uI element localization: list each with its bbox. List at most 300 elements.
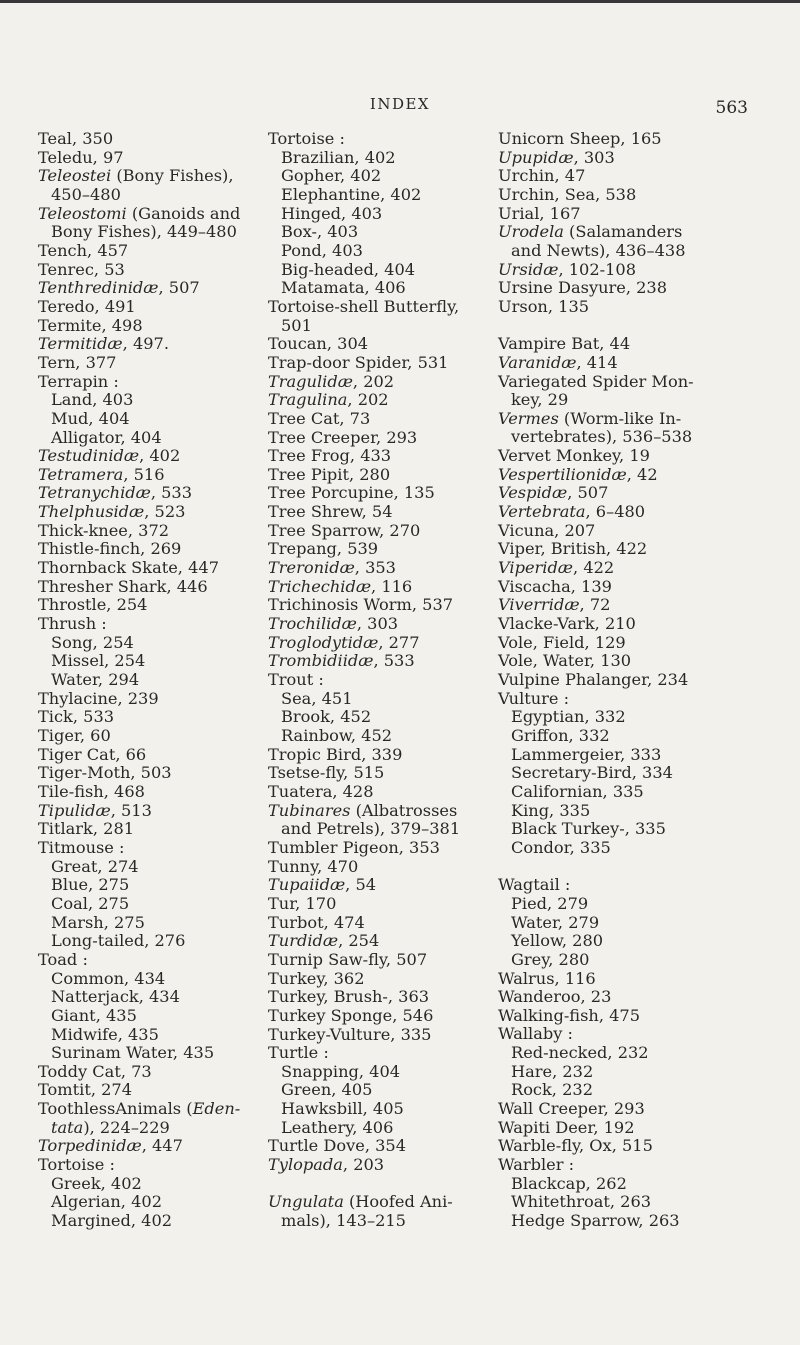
index-subentry bbox=[268, 690, 493, 709]
index-entry bbox=[498, 186, 760, 205]
entry-text: Gopher, 402 bbox=[281, 166, 382, 186]
index-entry bbox=[268, 466, 493, 485]
taxon-name: Eden- bbox=[192, 1099, 241, 1119]
entry-text: Tiger, 60 bbox=[38, 726, 111, 745]
entry-text: Ursine Dasyure, 238 bbox=[498, 278, 668, 298]
index-entry bbox=[38, 764, 263, 783]
entry-text: Red-necked, 232 bbox=[511, 1043, 649, 1063]
entry-text: Californian, 335 bbox=[511, 781, 644, 801]
index-entry bbox=[498, 634, 760, 653]
index-entry bbox=[268, 746, 493, 765]
entry-pages: , 422 bbox=[573, 558, 615, 578]
entry-text: Vulture : bbox=[498, 688, 570, 708]
entry-text: Tropic Bird, 339 bbox=[268, 744, 403, 764]
entry-text: Thick-knee, 372 bbox=[38, 520, 170, 540]
taxon-name: Tupaiidæ bbox=[268, 875, 346, 895]
index-entry bbox=[498, 559, 760, 578]
entry-text: 450–480 bbox=[51, 184, 121, 204]
entry-text: Turbot, 474 bbox=[268, 912, 365, 932]
entry-pages: ), 224–229 bbox=[83, 1117, 170, 1137]
entry-text: Trout : bbox=[268, 670, 324, 690]
entry-text: Water, 294 bbox=[51, 670, 140, 690]
index-subentry bbox=[38, 858, 263, 877]
entry-pages: , 42 bbox=[626, 464, 658, 484]
index-column-1 bbox=[38, 130, 263, 1231]
taxon-name: Testudinidæ bbox=[38, 446, 140, 466]
entry-text: Box-, 403 bbox=[281, 222, 359, 242]
index-entry bbox=[268, 578, 493, 597]
entry-text: Titmouse : bbox=[38, 837, 125, 857]
index-subentry bbox=[498, 1175, 760, 1194]
index-entry bbox=[498, 578, 760, 597]
index-entry bbox=[498, 354, 760, 373]
entry-pages: (Salamanders bbox=[563, 222, 683, 242]
index-entry bbox=[268, 391, 493, 410]
index-subentry bbox=[268, 223, 493, 242]
index-subentry bbox=[38, 914, 263, 933]
index-continuation bbox=[498, 242, 760, 261]
index-entry bbox=[38, 335, 263, 354]
entry-text: Toucan, 304 bbox=[268, 334, 369, 354]
entry-text: Margined, 402 bbox=[51, 1211, 173, 1231]
index-entry bbox=[268, 429, 493, 448]
taxon-name: Trochilidæ bbox=[268, 614, 357, 634]
taxon-name: Troglodytidæ bbox=[268, 632, 379, 652]
index-entry bbox=[268, 634, 493, 653]
taxon-name: Tylopada bbox=[268, 1155, 343, 1175]
index-entry bbox=[268, 540, 493, 559]
running-head: INDEX bbox=[369, 95, 431, 113]
top-border-line bbox=[0, 0, 800, 3]
entry-text: Turnip Saw-fly, 507 bbox=[268, 949, 428, 969]
index-entry bbox=[38, 727, 263, 746]
entry-text: Walrus, 116 bbox=[498, 968, 596, 988]
index-subentry bbox=[268, 1081, 493, 1100]
index-entry bbox=[498, 876, 760, 895]
entry-text: Tur, 170 bbox=[268, 893, 337, 913]
entry-text: Turtle : bbox=[268, 1043, 329, 1063]
entry-text: Vampire Bat, 44 bbox=[498, 334, 631, 354]
entry-text: Grey, 280 bbox=[511, 949, 590, 969]
index-subentry bbox=[268, 149, 493, 168]
entry-text: Lammergeier, 333 bbox=[511, 744, 662, 764]
entry-text: and Petrels), 379–381 bbox=[281, 819, 461, 839]
entry-text: Variegated Spider Mon- bbox=[498, 371, 694, 391]
index-entry bbox=[38, 1100, 263, 1119]
index-subentry bbox=[498, 839, 760, 858]
index-entry bbox=[38, 242, 263, 261]
entry-pages: , 202 bbox=[352, 371, 395, 391]
index-entry bbox=[268, 354, 493, 373]
index-continuation bbox=[268, 820, 493, 839]
entry-text: Greek, 402 bbox=[51, 1173, 142, 1193]
entry-text: Griffon, 332 bbox=[511, 725, 610, 745]
index-subentry bbox=[498, 764, 760, 783]
entry-text: Tern, 377 bbox=[38, 352, 117, 372]
index-subentry bbox=[38, 895, 263, 914]
index-entry bbox=[38, 1156, 263, 1175]
index-entry bbox=[38, 484, 263, 503]
entry-pages: , 414 bbox=[576, 352, 618, 372]
index-entry bbox=[268, 596, 493, 615]
index-entry bbox=[498, 223, 760, 242]
entry-text: Trichinosis Worm, 537 bbox=[268, 595, 454, 615]
entry-text: Tsetse-fly, 515 bbox=[268, 763, 385, 783]
entry-pages: (Albatrosses bbox=[350, 800, 458, 820]
index-entry bbox=[268, 410, 493, 429]
entry-text: Walking-fish, 475 bbox=[498, 1005, 641, 1025]
index-entry bbox=[498, 988, 760, 1007]
index-subentry bbox=[498, 708, 760, 727]
taxon-name: Vespertilionidæ bbox=[498, 464, 627, 484]
entry-text: Bony Fishes), 449–480 bbox=[51, 222, 237, 242]
entry-text: Hedge Sparrow, 263 bbox=[511, 1211, 680, 1231]
taxon-name: Tragulina bbox=[268, 390, 348, 410]
index-continuation bbox=[498, 391, 760, 410]
index-entry bbox=[268, 970, 493, 989]
entry-text: Tuatera, 428 bbox=[268, 781, 374, 801]
entry-text: vertebrates), 536–538 bbox=[511, 427, 693, 447]
entry-text: Whitethroat, 263 bbox=[511, 1192, 652, 1212]
index-entry bbox=[268, 914, 493, 933]
entry-text: Yellow, 280 bbox=[511, 931, 604, 951]
index-entry bbox=[268, 932, 493, 951]
entry-text: Tree Porcupine, 135 bbox=[268, 483, 435, 503]
entry-pages: , 402 bbox=[139, 446, 181, 466]
entry-text: Urson, 135 bbox=[498, 296, 590, 316]
entry-text: Surinam Water, 435 bbox=[51, 1043, 215, 1063]
index-entry bbox=[498, 447, 760, 466]
index-entry bbox=[268, 671, 493, 690]
taxon-name: Ursidæ bbox=[498, 259, 559, 279]
index-subentry bbox=[38, 970, 263, 989]
entry-text: Terrapin : bbox=[38, 371, 119, 391]
index-entry bbox=[268, 447, 493, 466]
index-subentry bbox=[498, 746, 760, 765]
index-entry bbox=[38, 354, 263, 373]
index-subentry bbox=[38, 1007, 263, 1026]
index-continuation bbox=[38, 186, 263, 205]
index-subentry bbox=[498, 914, 760, 933]
index-entry bbox=[498, 503, 760, 522]
index-subentry bbox=[498, 802, 760, 821]
entry-text: Giant, 435 bbox=[51, 1005, 137, 1025]
entry-pages: , 116 bbox=[371, 576, 413, 596]
index-entry bbox=[498, 205, 760, 224]
index-entry bbox=[268, 858, 493, 877]
entry-text: Tree Frog, 433 bbox=[268, 446, 392, 466]
entry-text: Water, 279 bbox=[511, 912, 600, 932]
entry-text: Blue, 275 bbox=[51, 875, 130, 895]
index-entry bbox=[268, 1137, 493, 1156]
entry-text: Thresher Shark, 446 bbox=[38, 576, 208, 596]
entry-pages: , 513 bbox=[110, 800, 152, 820]
entry-text: Teal, 350 bbox=[38, 129, 114, 148]
index-column-2 bbox=[268, 130, 493, 1231]
taxon-name: Vermes bbox=[498, 408, 559, 428]
entry-pages: , 533 bbox=[150, 483, 193, 503]
entry-text: Urchin, Sea, 538 bbox=[498, 184, 637, 204]
entry-pages: , 6–480 bbox=[585, 502, 646, 522]
index-entry bbox=[498, 596, 760, 615]
index-subentry bbox=[268, 167, 493, 186]
entry-text: Condor, 335 bbox=[511, 837, 611, 857]
entry-text: Tree Pipit, 280 bbox=[268, 464, 391, 484]
entry-pages: , 202 bbox=[347, 390, 389, 410]
index-entry bbox=[38, 167, 263, 186]
entry-text: Tree Creeper, 293 bbox=[268, 427, 418, 447]
entry-text: Trap-door Spider, 531 bbox=[268, 352, 449, 372]
index-entry bbox=[268, 559, 493, 578]
entry-text: Big-headed, 404 bbox=[281, 259, 416, 279]
entry-pages: , 507 bbox=[567, 483, 609, 503]
index-entry bbox=[498, 522, 760, 541]
index-entry bbox=[38, 261, 263, 280]
index-entry bbox=[38, 951, 263, 970]
taxon-name: Tetranychidæ bbox=[38, 483, 151, 503]
index-entry bbox=[38, 130, 263, 149]
entry-text: Tenrec, 53 bbox=[38, 259, 125, 279]
taxon-name: Treronidæ bbox=[268, 558, 355, 578]
entry-text: Algerian, 402 bbox=[51, 1192, 162, 1212]
entry-pages: (Worm-like In- bbox=[558, 408, 682, 428]
index-entry bbox=[498, 1119, 760, 1138]
index-entry bbox=[38, 615, 263, 634]
index-column-3 bbox=[498, 130, 760, 1231]
entry-text: Coal, 275 bbox=[51, 893, 130, 913]
entry-text: Marsh, 275 bbox=[51, 912, 145, 932]
index-entry bbox=[498, 167, 760, 186]
index-continuation bbox=[38, 223, 263, 242]
entry-pages: , 497. bbox=[122, 334, 169, 354]
entry-pages: , 303 bbox=[573, 147, 615, 167]
entry-text: Black Turkey-, 335 bbox=[511, 819, 666, 839]
index-continuation bbox=[268, 1212, 493, 1231]
index-entry bbox=[268, 522, 493, 541]
entry-text: Thylacine, 239 bbox=[38, 688, 159, 708]
entry-text: Midwife, 435 bbox=[51, 1024, 159, 1044]
index-subentry bbox=[38, 988, 263, 1007]
entry-text: Warbler : bbox=[498, 1155, 575, 1175]
taxon-name: Tetramera bbox=[38, 464, 124, 484]
index-entry bbox=[38, 279, 263, 298]
index-subentry bbox=[268, 186, 493, 205]
index-subentry bbox=[498, 932, 760, 951]
entry-text: Rock, 232 bbox=[511, 1080, 593, 1100]
taxon-name: Termitidæ bbox=[38, 334, 123, 354]
entry-text: Wanderoo, 23 bbox=[498, 987, 612, 1007]
entry-pages: , 277 bbox=[378, 632, 420, 652]
index-subentry bbox=[268, 261, 493, 280]
entry-text: Hinged, 403 bbox=[281, 203, 383, 223]
entry-text: Snapping, 404 bbox=[281, 1061, 401, 1081]
entry-text: Long-tailed, 276 bbox=[51, 931, 186, 951]
index-subentry bbox=[38, 1212, 263, 1231]
index-entry bbox=[498, 373, 760, 392]
entry-text: Brook, 452 bbox=[281, 707, 372, 727]
index-subentry bbox=[498, 1081, 760, 1100]
taxon-name: Vertebrata bbox=[498, 502, 586, 522]
section-gap bbox=[498, 317, 760, 336]
page-header bbox=[0, 95, 800, 117]
entry-text: Tree Sparrow, 270 bbox=[268, 520, 421, 540]
index-entry bbox=[268, 802, 493, 821]
entry-text: ToothlessAnimals ( bbox=[38, 1099, 193, 1119]
entry-text: Wallaby : bbox=[498, 1024, 573, 1044]
entry-text: Brazilian, 402 bbox=[281, 147, 396, 167]
entry-text: Thistle-finch, 269 bbox=[38, 539, 182, 559]
index-subentry bbox=[38, 671, 263, 690]
entry-text: Vicuna, 207 bbox=[498, 520, 596, 540]
entry-text: Urial, 167 bbox=[498, 203, 581, 223]
index-entry bbox=[268, 373, 493, 392]
index-subentry bbox=[498, 951, 760, 970]
index-entry bbox=[498, 130, 760, 149]
index-entry bbox=[268, 764, 493, 783]
index-entry bbox=[38, 540, 263, 559]
entry-text: Turkey-Vulture, 335 bbox=[268, 1024, 432, 1044]
index-entry bbox=[38, 1063, 263, 1082]
entry-text: Matamata, 406 bbox=[281, 278, 406, 298]
taxon-name: Thelphusidæ bbox=[38, 502, 145, 522]
index-entry bbox=[498, 298, 760, 317]
index-entry bbox=[498, 1137, 760, 1156]
index-entry bbox=[38, 559, 263, 578]
taxon-name: Tipulidæ bbox=[38, 800, 111, 820]
index-entry bbox=[498, 1007, 760, 1026]
index-entry bbox=[268, 895, 493, 914]
index-entry bbox=[38, 298, 263, 317]
entry-text: Trepang, 539 bbox=[268, 539, 379, 559]
entry-text: Elephantine, 402 bbox=[281, 184, 422, 204]
index-entry bbox=[268, 1044, 493, 1063]
entry-text: Tick, 533 bbox=[38, 707, 115, 727]
index-subentry bbox=[38, 1193, 263, 1212]
taxon-name: Ungulata bbox=[268, 1192, 344, 1212]
index-subentry bbox=[38, 932, 263, 951]
index-subentry bbox=[498, 1063, 760, 1082]
index-entry bbox=[498, 652, 760, 671]
entry-text: Natterjack, 434 bbox=[51, 987, 180, 1007]
section-gap bbox=[268, 1175, 493, 1194]
entry-pages: , 447 bbox=[141, 1136, 183, 1156]
entry-text: Tench, 457 bbox=[38, 240, 129, 260]
entry-pages: , 303 bbox=[356, 614, 399, 634]
taxon-name: tata bbox=[51, 1117, 84, 1137]
taxon-name: Tenthredinidæ bbox=[38, 278, 159, 298]
entry-text: Throstle, 254 bbox=[38, 595, 148, 615]
entry-text: Tortoise : bbox=[268, 129, 345, 148]
index-entry bbox=[38, 466, 263, 485]
index-subentry bbox=[38, 391, 263, 410]
entry-text: Vole, Water, 130 bbox=[498, 651, 632, 671]
entry-text: Turkey, 362 bbox=[268, 968, 365, 988]
index-entry bbox=[38, 783, 263, 802]
entry-text: Viscacha, 139 bbox=[498, 576, 612, 596]
entry-text: Pied, 279 bbox=[511, 893, 589, 913]
entry-text: Teredo, 491 bbox=[38, 296, 136, 316]
index-entry bbox=[268, 1007, 493, 1026]
index-entry bbox=[498, 279, 760, 298]
entry-text: Tortoise : bbox=[38, 1155, 115, 1175]
index-subentry bbox=[498, 1212, 760, 1231]
index-continuation bbox=[38, 1119, 263, 1138]
index-subentry bbox=[268, 242, 493, 261]
entry-text: mals), 143–215 bbox=[281, 1211, 406, 1231]
index-subentry bbox=[38, 1044, 263, 1063]
index-subentry bbox=[268, 1119, 493, 1138]
entry-pages: , 533 bbox=[373, 651, 415, 671]
index-entry bbox=[268, 839, 493, 858]
entry-text: Vervet Monkey, 19 bbox=[498, 446, 650, 466]
entry-pages: , 516 bbox=[123, 464, 165, 484]
taxon-name: Tubinares bbox=[268, 800, 351, 820]
index-entry bbox=[268, 1156, 493, 1175]
entry-text: Pond, 403 bbox=[281, 240, 363, 260]
taxon-name: Teleostomi bbox=[38, 203, 127, 223]
taxon-name: Upupidæ bbox=[498, 147, 574, 167]
index-entry bbox=[38, 1081, 263, 1100]
entry-text: Tunny, 470 bbox=[268, 856, 359, 876]
taxon-name: Trombidiidæ bbox=[268, 651, 374, 671]
entry-text: Tree Cat, 73 bbox=[268, 408, 371, 428]
index-continuation bbox=[498, 428, 760, 447]
entry-pages: , 254 bbox=[338, 931, 380, 951]
entry-pages: , 72 bbox=[579, 595, 611, 615]
entry-text: Missel, 254 bbox=[51, 651, 146, 671]
entry-text: Tomtit, 274 bbox=[38, 1080, 133, 1100]
taxon-name: Torpedinidæ bbox=[38, 1136, 142, 1156]
entry-pages: , 523 bbox=[144, 502, 186, 522]
taxon-name: Viperidæ bbox=[498, 558, 574, 578]
index-entry bbox=[38, 317, 263, 336]
entry-text: Alligator, 404 bbox=[51, 427, 162, 447]
entry-text: Vulpine Phalanger, 234 bbox=[498, 670, 689, 690]
index-entry bbox=[498, 1156, 760, 1175]
index-entry bbox=[38, 820, 263, 839]
index-entry bbox=[38, 503, 263, 522]
index-entry bbox=[268, 484, 493, 503]
index-subentry bbox=[38, 876, 263, 895]
index-subentry bbox=[498, 895, 760, 914]
entry-pages: (Ganoids and bbox=[126, 203, 241, 223]
entry-text: Termite, 498 bbox=[38, 315, 143, 335]
index-entry bbox=[498, 484, 760, 503]
index-subentry bbox=[38, 410, 263, 429]
index-entry bbox=[268, 783, 493, 802]
entry-text: Tumbler Pigeon, 353 bbox=[268, 837, 440, 857]
entry-pages: (Bony Fishes), bbox=[111, 166, 234, 186]
taxon-name: Teleostei bbox=[38, 166, 112, 186]
index-entry bbox=[498, 335, 760, 354]
index-subentry bbox=[38, 652, 263, 671]
section-gap bbox=[498, 858, 760, 877]
index-entry bbox=[268, 615, 493, 634]
entry-text: Secretary-Bird, 334 bbox=[511, 763, 673, 783]
entry-text: Wall Creeper, 293 bbox=[498, 1099, 645, 1119]
taxon-name: Turdidæ bbox=[268, 931, 339, 951]
index-entry bbox=[498, 970, 760, 989]
index-entry bbox=[498, 261, 760, 280]
index-subentry bbox=[38, 1026, 263, 1045]
entry-pages: (Hoofed Ani- bbox=[343, 1192, 453, 1212]
index-entry bbox=[268, 652, 493, 671]
entry-text: Thrush : bbox=[38, 614, 107, 634]
index-entry bbox=[38, 708, 263, 727]
index-entry bbox=[498, 1100, 760, 1119]
index-subentry bbox=[498, 783, 760, 802]
index-entry bbox=[38, 1137, 263, 1156]
